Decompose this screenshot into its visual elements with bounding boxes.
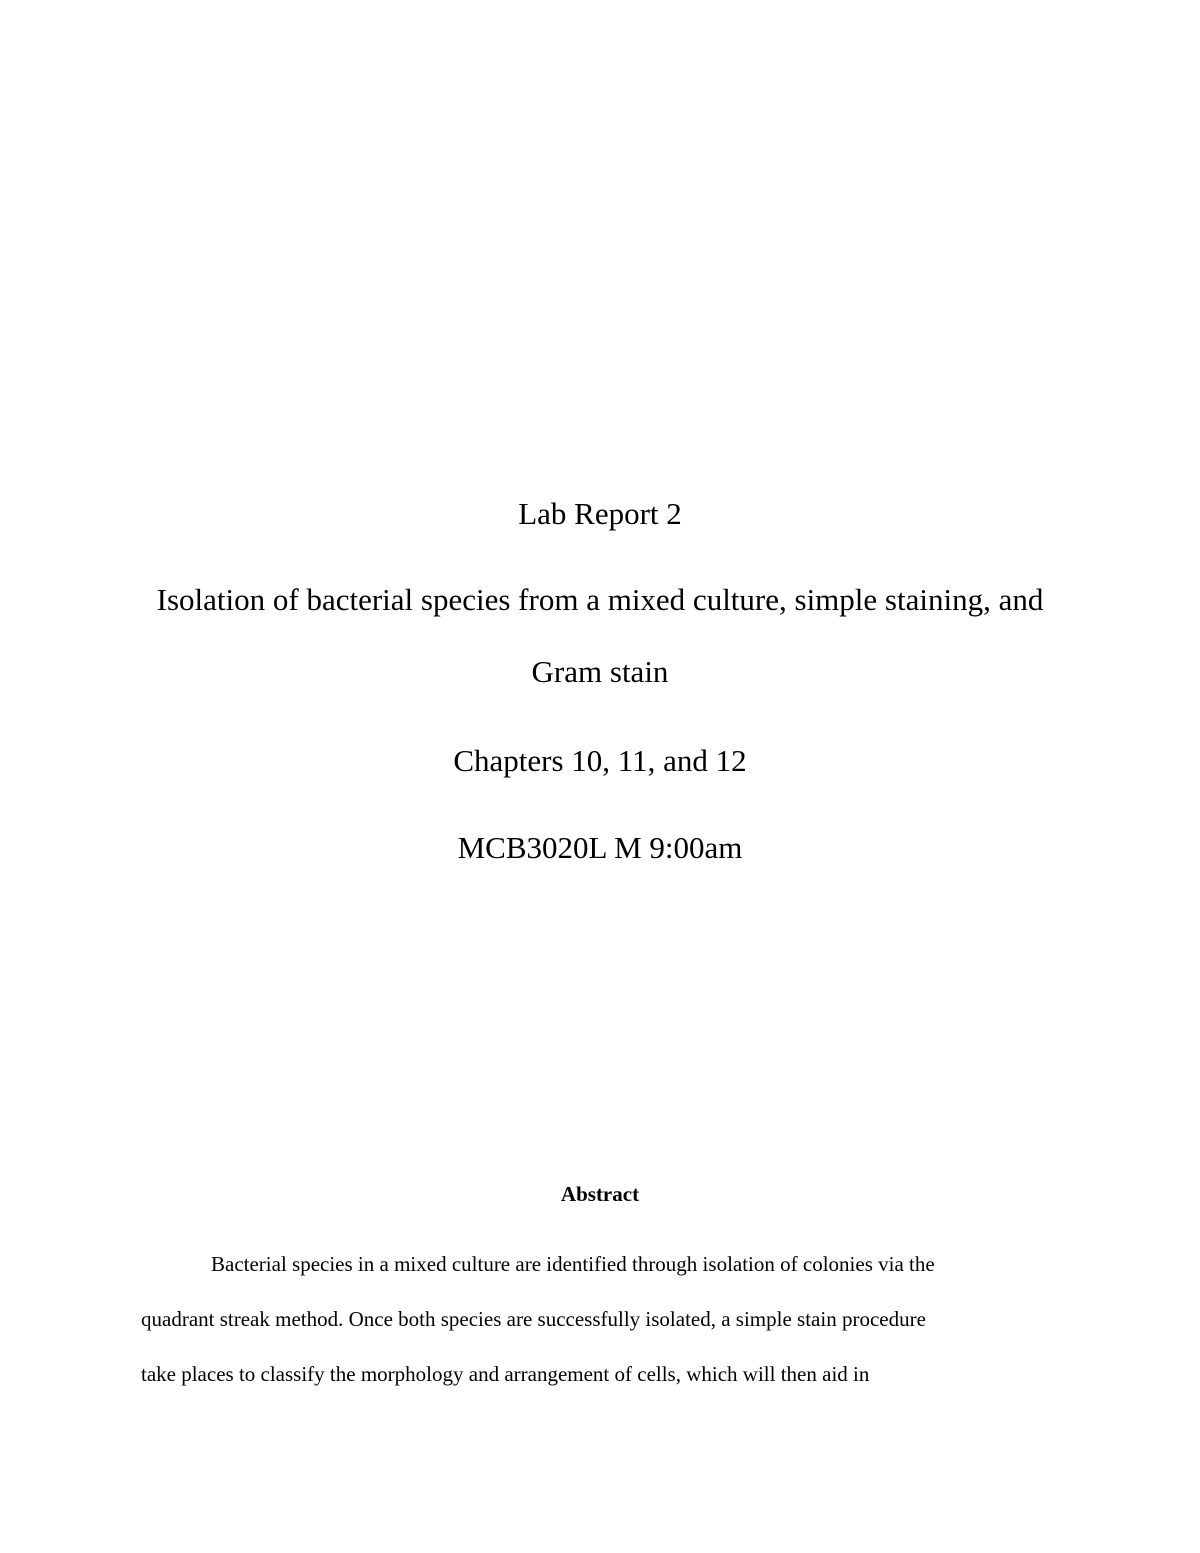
- report-title: Lab Report 2: [518, 496, 682, 531]
- report-subtitle-line-1: Isolation of bacterial species from a mixed culture, simple staining, and: [156, 582, 1044, 617]
- abstract-paragraph-line: Bacterial species in a mixed culture are identified through isolation of colonies via the: [211, 1252, 935, 1276]
- abstract-heading: Abstract: [560, 1182, 640, 1206]
- abstract-paragraph-line: quadrant streak method. Once both species are successfully isolated, a simple stain procedure: [141, 1307, 926, 1331]
- report-chapters: Chapters 10, 11, and 12: [453, 743, 747, 778]
- report-course: MCB3020L M 9:00am: [457, 830, 743, 865]
- abstract-paragraph-line: take places to classify the morphology and arrangement of cells, which will then aid in: [141, 1362, 870, 1386]
- report-subtitle-line-2: Gram stain: [531, 654, 669, 689]
